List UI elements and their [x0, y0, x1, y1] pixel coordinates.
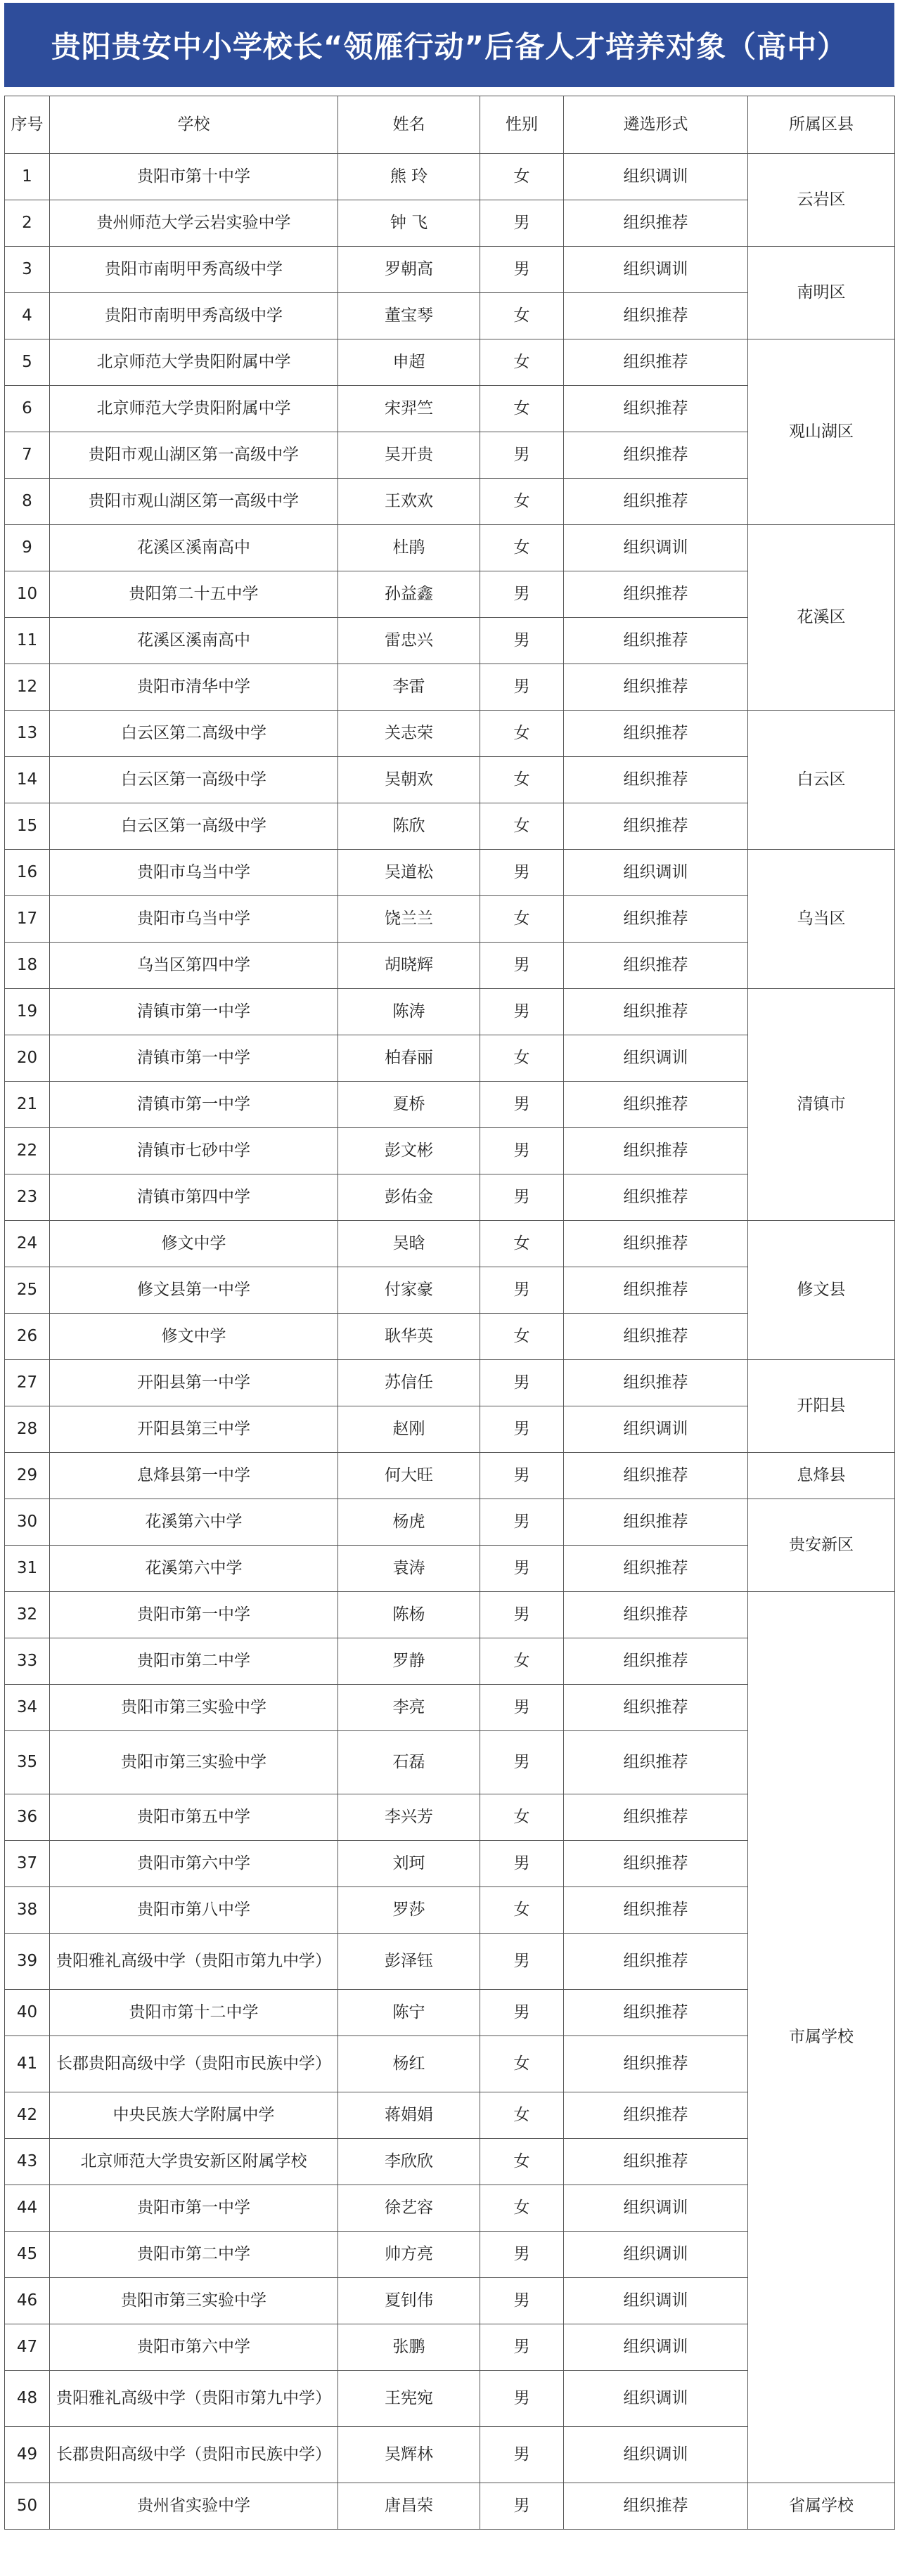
district-cell: 开阳县 [748, 1360, 895, 1453]
school-cell: 白云区第一高级中学 [50, 803, 338, 850]
gender-cell: 男 [480, 571, 564, 618]
name-cell: 帅方亮 [338, 2232, 480, 2278]
name-cell: 胡晓辉 [338, 943, 480, 989]
method-cell: 组织推荐 [564, 2483, 748, 2530]
name-cell: 熊 玲 [338, 154, 480, 200]
district-cell: 省属学校 [748, 2483, 895, 2530]
school-cell: 贵阳市乌当中学 [50, 850, 338, 896]
school-cell: 花溪区溪南高中 [50, 618, 338, 664]
row-number: 29 [5, 1453, 50, 1499]
method-cell: 组织推荐 [564, 1794, 748, 1841]
school-cell: 贵州师范大学云岩实验中学 [50, 200, 338, 247]
method-cell: 组织推荐 [564, 1731, 748, 1794]
table-row [5, 525, 895, 571]
school-cell: 花溪第六中学 [50, 1499, 338, 1546]
row-number: 42 [5, 2092, 50, 2139]
name-cell: 陈杨 [338, 1592, 480, 1638]
name-cell: 彭文彬 [338, 1128, 480, 1174]
row-number: 10 [5, 571, 50, 618]
gender-cell: 男 [480, 1685, 564, 1731]
gender-cell: 女 [480, 2036, 564, 2092]
name-cell: 雷忠兴 [338, 618, 480, 664]
col-header-no: 序号 [5, 96, 50, 154]
district-cell: 花溪区 [748, 525, 895, 711]
row-number: 11 [5, 618, 50, 664]
method-cell: 组织推荐 [564, 2036, 748, 2092]
row-number: 1 [5, 154, 50, 200]
row-number: 13 [5, 711, 50, 757]
table-row [5, 989, 895, 1035]
name-cell: 吴开贵 [338, 432, 480, 479]
district-cell: 清镇市 [748, 989, 895, 1221]
row-number: 31 [5, 1546, 50, 1592]
school-cell: 贵阳市第二中学 [50, 1638, 338, 1685]
row-number: 28 [5, 1406, 50, 1453]
school-cell: 花溪区溪南高中 [50, 525, 338, 571]
name-cell: 杨红 [338, 2036, 480, 2092]
school-cell: 贵阳市第六中学 [50, 1841, 338, 1887]
col-header-district: 所属区县 [748, 96, 895, 154]
school-cell: 贵阳市第十中学 [50, 154, 338, 200]
school-cell: 贵阳市第五中学 [50, 1794, 338, 1841]
table-row [5, 711, 895, 757]
name-cell: 罗莎 [338, 1887, 480, 1934]
row-number: 24 [5, 1221, 50, 1267]
school-cell: 清镇市第一中学 [50, 1082, 338, 1128]
col-header-method: 遴选形式 [564, 96, 748, 154]
method-cell: 组织推荐 [564, 1887, 748, 1934]
name-cell: 付家豪 [338, 1267, 480, 1314]
method-cell: 组织推荐 [564, 1314, 748, 1360]
name-cell: 王宪宛 [338, 2371, 480, 2427]
school-cell: 修文中学 [50, 1221, 338, 1267]
school-cell: 息烽县第一中学 [50, 1453, 338, 1499]
gender-cell: 女 [480, 2185, 564, 2232]
school-cell: 贵阳市第一中学 [50, 2185, 338, 2232]
method-cell: 组织推荐 [564, 1841, 748, 1887]
name-cell: 陈欣 [338, 803, 480, 850]
gender-cell: 男 [480, 200, 564, 247]
gender-cell: 男 [480, 1267, 564, 1314]
roster-table [4, 96, 895, 2530]
name-cell: 罗静 [338, 1638, 480, 1685]
row-number: 35 [5, 1731, 50, 1794]
gender-cell: 男 [480, 1453, 564, 1499]
table-row [5, 154, 895, 200]
row-number: 14 [5, 757, 50, 803]
district-cell: 息烽县 [748, 1453, 895, 1499]
row-number: 46 [5, 2278, 50, 2324]
gender-cell: 男 [480, 1546, 564, 1592]
school-cell: 清镇市第一中学 [50, 989, 338, 1035]
method-cell: 组织推荐 [564, 803, 748, 850]
table-row [5, 850, 895, 896]
school-cell: 修文中学 [50, 1314, 338, 1360]
title-banner [4, 3, 894, 87]
table-row [5, 1360, 895, 1406]
method-cell: 组织调训 [564, 2232, 748, 2278]
district-cell: 观山湖区 [748, 339, 895, 525]
district-cell: 南明区 [748, 247, 895, 339]
gender-cell: 女 [480, 1638, 564, 1685]
gender-cell: 女 [480, 1887, 564, 1934]
method-cell: 组织推荐 [564, 386, 748, 432]
method-cell: 组织推荐 [564, 1267, 748, 1314]
table-row [5, 1221, 895, 1267]
name-cell: 李雷 [338, 664, 480, 711]
school-cell: 贵阳市南明甲秀高级中学 [50, 247, 338, 293]
row-number: 12 [5, 664, 50, 711]
gender-cell: 男 [480, 1174, 564, 1221]
col-header-name: 姓名 [338, 96, 480, 154]
row-number: 38 [5, 1887, 50, 1934]
row-number: 15 [5, 803, 50, 850]
district-cell: 市属学校 [748, 1592, 895, 2483]
gender-cell: 男 [480, 2232, 564, 2278]
name-cell: 夏钊伟 [338, 2278, 480, 2324]
name-cell: 王欢欢 [338, 479, 480, 525]
school-cell: 贵阳雅礼高级中学（贵阳市第九中学） [50, 1934, 338, 1990]
name-cell: 董宝琴 [338, 293, 480, 339]
gender-cell: 男 [480, 618, 564, 664]
gender-cell: 女 [480, 1221, 564, 1267]
method-cell: 组织推荐 [564, 1174, 748, 1221]
row-number: 50 [5, 2483, 50, 2530]
method-cell: 组织推荐 [564, 1990, 748, 2036]
gender-cell: 女 [480, 2139, 564, 2185]
method-cell: 组织调训 [564, 154, 748, 200]
school-cell: 贵阳市第二中学 [50, 2232, 338, 2278]
name-cell: 徐艺容 [338, 2185, 480, 2232]
name-cell: 吴晗 [338, 1221, 480, 1267]
school-cell: 贵阳市第八中学 [50, 1887, 338, 1934]
table-row [5, 1592, 895, 1638]
method-cell: 组织推荐 [564, 293, 748, 339]
method-cell: 组织推荐 [564, 618, 748, 664]
row-number: 2 [5, 200, 50, 247]
row-number: 33 [5, 1638, 50, 1685]
row-number: 26 [5, 1314, 50, 1360]
name-cell: 蒋娟娟 [338, 2092, 480, 2139]
name-cell: 刘珂 [338, 1841, 480, 1887]
gender-cell: 男 [480, 943, 564, 989]
gender-cell: 女 [480, 293, 564, 339]
row-number: 48 [5, 2371, 50, 2427]
method-cell: 组织推荐 [564, 1082, 748, 1128]
row-number: 36 [5, 1794, 50, 1841]
method-cell: 组织调训 [564, 2278, 748, 2324]
method-cell: 组织推荐 [564, 1128, 748, 1174]
row-number: 44 [5, 2185, 50, 2232]
method-cell: 组织调训 [564, 1406, 748, 1453]
name-cell: 夏桥 [338, 1082, 480, 1128]
method-cell: 组织推荐 [564, 200, 748, 247]
name-cell: 耿华英 [338, 1314, 480, 1360]
row-number: 45 [5, 2232, 50, 2278]
row-number: 16 [5, 850, 50, 896]
school-cell: 北京师范大学贵阳附属中学 [50, 339, 338, 386]
gender-cell: 女 [480, 803, 564, 850]
row-number: 8 [5, 479, 50, 525]
table-row [5, 2483, 895, 2530]
school-cell: 花溪第六中学 [50, 1546, 338, 1592]
district-cell: 乌当区 [748, 850, 895, 989]
school-cell: 修文县第一中学 [50, 1267, 338, 1314]
table-row [5, 1499, 895, 1546]
header-row [5, 96, 895, 154]
gender-cell: 男 [480, 664, 564, 711]
row-number: 7 [5, 432, 50, 479]
row-number: 17 [5, 896, 50, 943]
method-cell: 组织调训 [564, 247, 748, 293]
name-cell: 陈宁 [338, 1990, 480, 2036]
name-cell: 杨虎 [338, 1499, 480, 1546]
method-cell: 组织推荐 [564, 2092, 748, 2139]
row-number: 18 [5, 943, 50, 989]
district-cell: 修文县 [748, 1221, 895, 1360]
school-cell: 贵阳市乌当中学 [50, 896, 338, 943]
gender-cell: 女 [480, 896, 564, 943]
school-cell: 贵阳市第三实验中学 [50, 2278, 338, 2324]
school-cell: 贵阳市第三实验中学 [50, 1731, 338, 1794]
row-number: 41 [5, 2036, 50, 2092]
method-cell: 组织调训 [564, 1035, 748, 1082]
table-body [5, 154, 895, 2530]
name-cell: 彭泽钰 [338, 1934, 480, 1990]
school-cell: 贵阳市第十二中学 [50, 1990, 338, 2036]
gender-cell: 男 [480, 1990, 564, 2036]
row-number: 5 [5, 339, 50, 386]
method-cell: 组织调训 [564, 525, 748, 571]
name-cell: 钟 飞 [338, 200, 480, 247]
method-cell: 组织推荐 [564, 1221, 748, 1267]
gender-cell: 女 [480, 339, 564, 386]
method-cell: 组织推荐 [564, 757, 748, 803]
gender-cell: 男 [480, 1406, 564, 1453]
gender-cell: 男 [480, 432, 564, 479]
school-cell: 开阳县第三中学 [50, 1406, 338, 1453]
gender-cell: 女 [480, 1314, 564, 1360]
name-cell: 何大旺 [338, 1453, 480, 1499]
name-cell: 陈涛 [338, 989, 480, 1035]
row-number: 23 [5, 1174, 50, 1221]
gender-cell: 男 [480, 2324, 564, 2371]
gender-cell: 女 [480, 711, 564, 757]
method-cell: 组织推荐 [564, 1592, 748, 1638]
row-number: 22 [5, 1128, 50, 1174]
school-cell: 北京师范大学贵阳附属中学 [50, 386, 338, 432]
name-cell: 袁涛 [338, 1546, 480, 1592]
method-cell: 组织调训 [564, 2185, 748, 2232]
school-cell: 贵阳市南明甲秀高级中学 [50, 293, 338, 339]
row-number: 20 [5, 1035, 50, 1082]
gender-cell: 女 [480, 1794, 564, 1841]
district-cell: 云岩区 [748, 154, 895, 247]
row-number: 25 [5, 1267, 50, 1314]
gender-cell: 女 [480, 386, 564, 432]
name-cell: 罗朝高 [338, 247, 480, 293]
name-cell: 李兴芳 [338, 1794, 480, 1841]
method-cell: 组织推荐 [564, 1453, 748, 1499]
gender-cell: 男 [480, 1128, 564, 1174]
name-cell: 赵刚 [338, 1406, 480, 1453]
school-cell: 贵阳市第三实验中学 [50, 1685, 338, 1731]
gender-cell: 男 [480, 1360, 564, 1406]
row-number: 30 [5, 1499, 50, 1546]
gender-cell: 女 [480, 757, 564, 803]
page-title: 贵阳贵安中小学校长“领雁行动”后备人才培养对象（高中） [51, 30, 848, 64]
table-row [5, 247, 895, 293]
gender-cell: 女 [480, 525, 564, 571]
row-number: 34 [5, 1685, 50, 1731]
school-cell: 贵阳雅礼高级中学（贵阳市第九中学） [50, 2371, 338, 2427]
gender-cell: 女 [480, 1035, 564, 1082]
name-cell: 孙益鑫 [338, 571, 480, 618]
row-number: 39 [5, 1934, 50, 1990]
name-cell: 张鹏 [338, 2324, 480, 2371]
gender-cell: 男 [480, 2278, 564, 2324]
school-cell: 北京师范大学贵安新区附属学校 [50, 2139, 338, 2185]
method-cell: 组织推荐 [564, 989, 748, 1035]
school-cell: 贵阳市观山湖区第一高级中学 [50, 479, 338, 525]
method-cell: 组织推荐 [564, 664, 748, 711]
school-cell: 白云区第一高级中学 [50, 757, 338, 803]
name-cell: 吴辉林 [338, 2427, 480, 2483]
row-number: 9 [5, 525, 50, 571]
name-cell: 吴道松 [338, 850, 480, 896]
row-number: 19 [5, 989, 50, 1035]
gender-cell: 男 [480, 1499, 564, 1546]
method-cell: 组织调训 [564, 850, 748, 896]
gender-cell: 女 [480, 154, 564, 200]
school-cell: 长郡贵阳高级中学（贵阳市民族中学） [50, 2036, 338, 2092]
row-number: 40 [5, 1990, 50, 2036]
row-number: 49 [5, 2427, 50, 2483]
school-cell: 清镇市第一中学 [50, 1035, 338, 1082]
gender-cell: 男 [480, 2483, 564, 2530]
school-cell: 清镇市第四中学 [50, 1174, 338, 1221]
school-cell: 贵阳市第六中学 [50, 2324, 338, 2371]
gender-cell: 男 [480, 1731, 564, 1794]
method-cell: 组织推荐 [564, 1499, 748, 1546]
method-cell: 组织推荐 [564, 432, 748, 479]
method-cell: 组织推荐 [564, 339, 748, 386]
name-cell: 彭佑金 [338, 1174, 480, 1221]
gender-cell: 男 [480, 1841, 564, 1887]
gender-cell: 男 [480, 1592, 564, 1638]
school-cell: 贵阳市清华中学 [50, 664, 338, 711]
name-cell: 唐昌荣 [338, 2483, 480, 2530]
gender-cell: 男 [480, 247, 564, 293]
row-number: 4 [5, 293, 50, 339]
gender-cell: 男 [480, 1082, 564, 1128]
school-cell: 贵阳市观山湖区第一高级中学 [50, 432, 338, 479]
method-cell: 组织推荐 [564, 1934, 748, 1990]
table-row [5, 1453, 895, 1499]
method-cell: 组织推荐 [564, 711, 748, 757]
method-cell: 组织推荐 [564, 1638, 748, 1685]
row-number: 47 [5, 2324, 50, 2371]
gender-cell: 男 [480, 850, 564, 896]
method-cell: 组织调训 [564, 2324, 748, 2371]
gender-cell: 男 [480, 2371, 564, 2427]
row-number: 27 [5, 1360, 50, 1406]
name-cell: 李亮 [338, 1685, 480, 1731]
gender-cell: 男 [480, 1934, 564, 1990]
name-cell: 柏春丽 [338, 1035, 480, 1082]
method-cell: 组织推荐 [564, 1360, 748, 1406]
gender-cell: 男 [480, 989, 564, 1035]
name-cell: 宋羿竺 [338, 386, 480, 432]
name-cell: 杜鹃 [338, 525, 480, 571]
school-cell: 乌当区第四中学 [50, 943, 338, 989]
school-cell: 清镇市七砂中学 [50, 1128, 338, 1174]
method-cell: 组织推荐 [564, 1685, 748, 1731]
name-cell: 吴朝欢 [338, 757, 480, 803]
method-cell: 组织推荐 [564, 571, 748, 618]
gender-cell: 女 [480, 2092, 564, 2139]
row-number: 43 [5, 2139, 50, 2185]
method-cell: 组织推荐 [564, 943, 748, 989]
method-cell: 组织推荐 [564, 896, 748, 943]
gender-cell: 女 [480, 479, 564, 525]
row-number: 21 [5, 1082, 50, 1128]
school-cell: 贵阳第二十五中学 [50, 571, 338, 618]
method-cell: 组织调训 [564, 2371, 748, 2427]
name-cell: 石磊 [338, 1731, 480, 1794]
name-cell: 苏信任 [338, 1360, 480, 1406]
row-number: 37 [5, 1841, 50, 1887]
name-cell: 李欣欣 [338, 2139, 480, 2185]
name-cell: 关志荣 [338, 711, 480, 757]
method-cell: 组织推荐 [564, 1546, 748, 1592]
district-cell: 贵安新区 [748, 1499, 895, 1592]
school-cell: 贵州省实验中学 [50, 2483, 338, 2530]
name-cell: 申超 [338, 339, 480, 386]
school-cell: 贵阳市第一中学 [50, 1592, 338, 1638]
district-cell: 白云区 [748, 711, 895, 850]
school-cell: 中央民族大学附属中学 [50, 2092, 338, 2139]
school-cell: 开阳县第一中学 [50, 1360, 338, 1406]
method-cell: 组织推荐 [564, 2139, 748, 2185]
row-number: 6 [5, 386, 50, 432]
col-header-school: 学校 [50, 96, 338, 154]
table-row [5, 339, 895, 386]
row-number: 32 [5, 1592, 50, 1638]
row-number: 3 [5, 247, 50, 293]
method-cell: 组织推荐 [564, 479, 748, 525]
name-cell: 饶兰兰 [338, 896, 480, 943]
method-cell: 组织调训 [564, 2427, 748, 2483]
col-header-gender: 性别 [480, 96, 564, 154]
school-cell: 长郡贵阳高级中学（贵阳市民族中学） [50, 2427, 338, 2483]
gender-cell: 男 [480, 2427, 564, 2483]
school-cell: 白云区第二高级中学 [50, 711, 338, 757]
